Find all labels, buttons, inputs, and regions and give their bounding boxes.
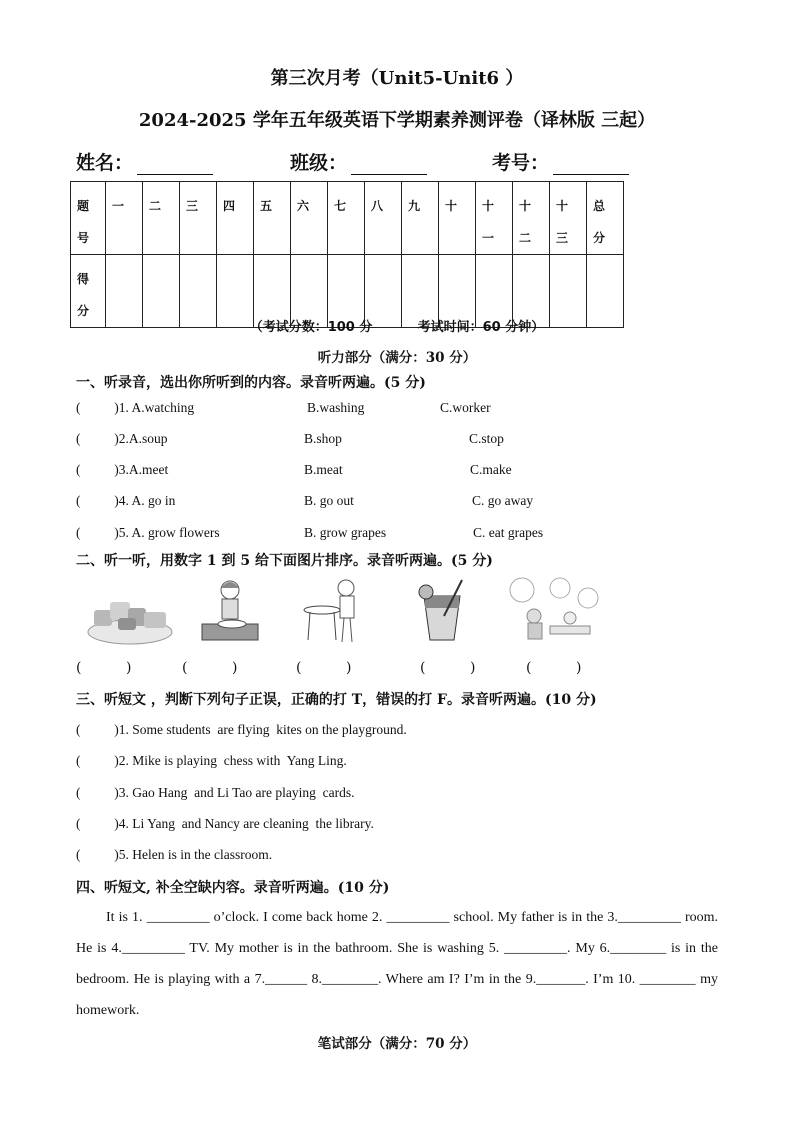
col-4: 四 <box>217 182 254 255</box>
col-7: 七 <box>328 182 365 255</box>
col-10: 十 <box>439 182 476 255</box>
col-2: 二 <box>143 182 180 255</box>
section1-heading: 一、听录音，选出你所听到的内容。录音听两遍。(5 分) <box>76 375 426 391</box>
name-field <box>76 148 213 175</box>
woman-at-table-picture <box>302 576 366 646</box>
section3-heading: 三、听短文 ，判断下列句子正误，正确的打 T，错误的打 F。录音听两遍。(10 分) <box>76 692 597 708</box>
name-label: 姓名： <box>76 152 134 174</box>
score-table <box>70 181 624 328</box>
list-item: ( )1. Some students are flying kites on the playground. <box>76 722 407 737</box>
col-8: 八 <box>365 182 402 255</box>
class-label: 班级： <box>290 152 348 174</box>
section4-heading: 四、听短文, 补全空缺内容。录音听两遍。(10 分) <box>76 880 390 896</box>
class-field <box>290 148 427 175</box>
page-title: 第三次月考（Unit5-Unit6 ） <box>270 68 524 89</box>
picture-order-blank[interactable]: ( ) <box>420 660 476 676</box>
exam-no-label: 考号： <box>492 152 550 174</box>
fill-in-paragraph: It is 1. _________ o’clock. I come back home 2. _________ school. My father is in the 3._________ room. He is 4._________ TV. My mother is in the bathroom. She is washing 5. _________. My 6.________ is in the bedroom. He is playing with a 7.______ 8.________. Where am I? I’m in the 9._______. I’m 10. ________ my homework. <box>76 910 718 1018</box>
girl-cooking-picture <box>196 576 266 646</box>
picture-order-blank[interactable]: ( ) <box>296 660 352 676</box>
list-item: ( )5. Helen is in the classroom. <box>76 847 273 862</box>
section2-heading: 二、听一听，用数字 1 到 5 给下面图片排序。录音听两遍。(5 分) <box>76 553 493 569</box>
juice-glass-picture <box>414 576 474 646</box>
food-picture <box>84 588 176 648</box>
col-total: 总 分 <box>587 182 624 255</box>
col-1: 一 <box>106 182 143 255</box>
list-item: ( )4. Li Yang and Nancy are cleaning the library. <box>76 816 374 831</box>
writing-part-heading: 笔试部分（满分：70 分） <box>317 1036 477 1052</box>
class-blank[interactable] <box>351 152 427 175</box>
exam-no-blank[interactable] <box>553 152 629 175</box>
score-table-header-row <box>71 182 624 255</box>
name-blank[interactable] <box>137 152 213 175</box>
col-9: 九 <box>402 182 439 255</box>
row-label-score: 得 分 <box>71 255 106 328</box>
picture-order-blank[interactable]: ( ) <box>76 660 132 676</box>
listening-part-heading: 听力部分（满分：30 分） <box>317 350 477 366</box>
list-item: ( )3. Gao Hang and Li Tao are playing cards. <box>76 785 355 800</box>
family-picture <box>500 576 604 646</box>
exam-info: （考试分数：100 分 考试时间：60 分钟） <box>249 320 545 335</box>
col-6: 六 <box>291 182 328 255</box>
list-item: ( )2. Mike is playing chess with Yang Ling. <box>76 753 347 768</box>
col-3: 三 <box>180 182 217 255</box>
row-label-question: 题 号 <box>71 182 106 255</box>
picture-order-blank[interactable]: ( ) <box>182 660 238 676</box>
col-5: 五 <box>254 182 291 255</box>
col-11: 十 一 <box>476 182 513 255</box>
picture-order-blank[interactable]: ( ) <box>526 660 582 676</box>
col-12: 十 二 <box>513 182 550 255</box>
exam-no-field <box>492 148 629 175</box>
col-13: 十 三 <box>550 182 587 255</box>
page-subtitle: 2024-2025 学年五年级英语下学期素养测评卷（译林版 三起） <box>138 110 656 131</box>
